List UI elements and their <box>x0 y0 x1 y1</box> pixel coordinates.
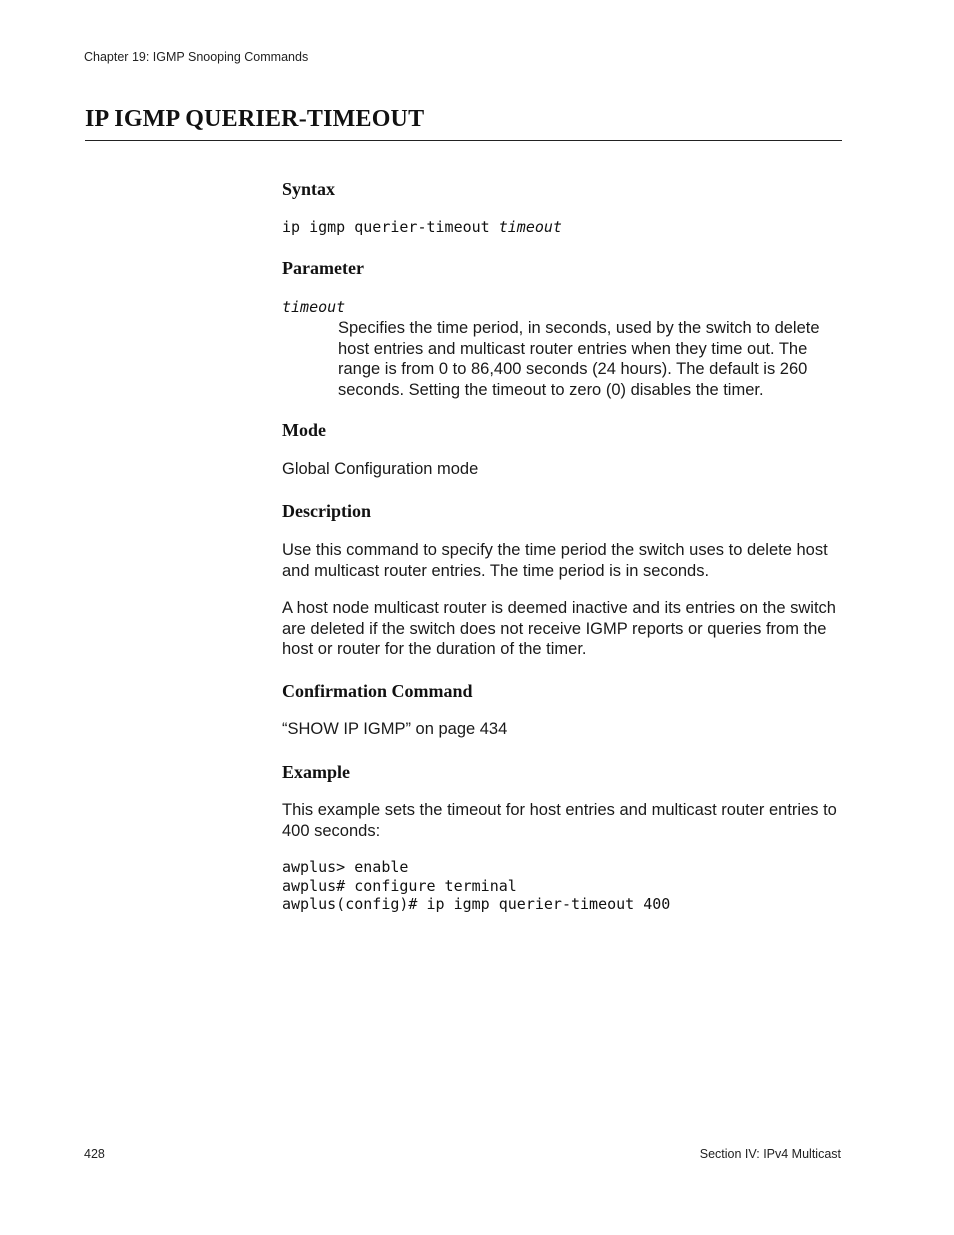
page-number: 428 <box>84 1147 105 1161</box>
description-paragraph-1: Use this command to specify the time period the switch uses to delete host and multicast router entries. The time period is in seconds. <box>282 541 828 580</box>
parameter-heading: Parameter <box>282 258 364 278</box>
example-code-line: awplus> enable <box>282 858 409 876</box>
confirmation-link[interactable]: “SHOW IP IGMP” on page 434 <box>282 720 508 738</box>
example-code-block <box>282 858 670 914</box>
syntax-argument: timeout <box>498 218 562 236</box>
syntax-command-text: ip igmp querier-timeout <box>282 218 499 236</box>
syntax-command <box>282 218 562 237</box>
running-header: Chapter 19: IGMP Snooping Commands <box>84 50 309 64</box>
example-heading: Example <box>282 762 351 782</box>
example-text: This example sets the timeout for host entries and multicast router entries to 400 seconds: <box>282 801 837 840</box>
running-footer-section: Section IV: IPv4 Multicast <box>699 1147 841 1161</box>
title-rule <box>85 140 842 141</box>
parameter-description: Specifies the time period, in seconds, used by the switch to delete host entries and multicast router entries when they time out. The range is from 0 to 86,400 seconds (24 hours). The default is 260 seconds. Setting the timeout to zero (0) disables the timer. <box>338 319 820 399</box>
page-title: IP IGMP QUERIER-TIMEOUT <box>85 106 425 132</box>
example-code-line: awplus(config)# ip igmp querier-timeout 400 <box>282 895 671 913</box>
mode-text: Global Configuration mode <box>282 460 479 478</box>
description-heading: Description <box>282 501 371 521</box>
description-paragraph-2: A host node multicast router is deemed inactive and its entries on the switch are deleted if the switch does not receive IGMP reports or queries from the host or router for the duration of the timer. <box>282 599 836 658</box>
mode-heading: Mode <box>282 420 326 440</box>
confirmation-heading: Confirmation Command <box>282 681 473 701</box>
parameter-name: timeout <box>282 298 346 316</box>
example-code-line: awplus# configure terminal <box>282 876 517 895</box>
syntax-heading: Syntax <box>282 179 336 199</box>
